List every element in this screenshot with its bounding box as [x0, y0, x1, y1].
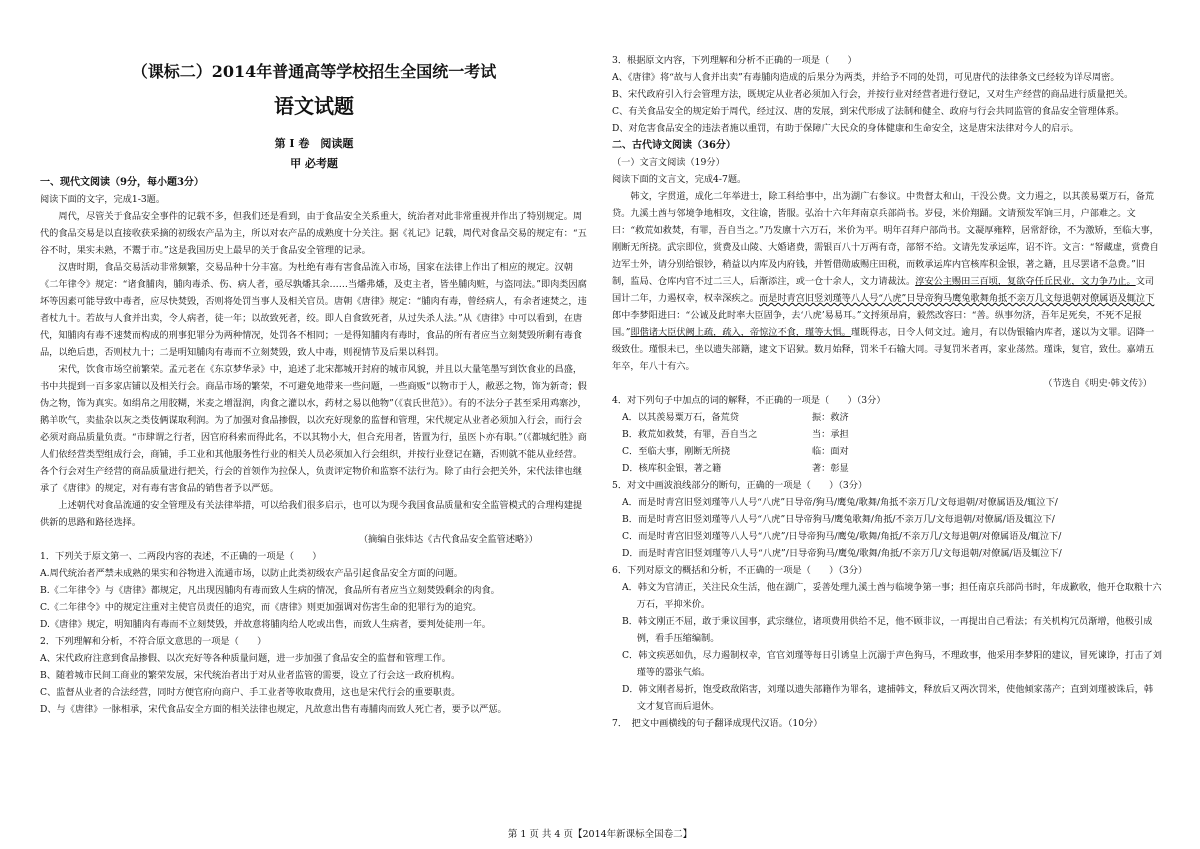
q1-option-c: C.《二年律令》中的规定注重对主使官员责任的追究，而《唐律》则更加强调对伤害生命的犯罪行为的追究。 [40, 602, 482, 613]
passage-source: （摘编自张炜达《古代食品安全监管述略》） [358, 534, 538, 545]
exam-title: （课标二）2014年普通高等学校招生全国统一考试 [131, 62, 497, 81]
q4-option-a: A．以其羡易粟万石，备荒贷 振：救济 [622, 412, 849, 423]
question-7: 7． 把文中画横线的句子翻译成现代汉语。（10分） [612, 718, 823, 729]
right-column [612, 52, 1162, 732]
q4-option-b: B．救荒如救焚，有罪，吾自当之 当：承担 [622, 429, 849, 440]
section-heading: 第 Ⅰ 卷 阅读题 [274, 137, 354, 150]
page-footer: 第 1 页 共 4 页【2014年新课标全国卷二】 [507, 829, 693, 840]
section-subheading: 甲 必考题 [290, 157, 338, 170]
q3-option-a: A、《唐律》将“故与人食并出卖”有毒脯肉造成的后果分为两类，并给予不同的处罚，可见唐代的法律条文已经较为详尽周密。 [612, 72, 1120, 83]
part1-intro: 阅读下面的文字，完成1-3题。 [40, 194, 166, 205]
q2-option-a: A、宋代政府注意到食品掺假、以次充好等各种质量问题，进一步加强了食品安全的监督和管理工作。 [40, 653, 451, 664]
passage-text: 文司国计二年，力遏权幸，权幸深疾之。 [612, 276, 1155, 304]
left-column [40, 52, 588, 718]
part1-heading: 一、现代文阅读（9分，每小题3分） [40, 177, 204, 188]
part2-subheading: （一）文言文阅读（19分） [612, 157, 725, 168]
passage-paragraph: 汉唐时期，食品交易活动非常频繁，交易品种十分丰富。为杜绝有毒有害食品流入市场，国家在法律上作出了相应的规定。汉朝《二年律令》规定：“诸食脯肉，脯肉毒杀、伤、病人者，亟尽孰燔其余……当燔弗燔，及吏主者，皆坐脯肉赃，与盗同法。”即肉类因腐坏等因素可能导致中毒者，应尽快焚毁，否则将处罚当事人及相关官员。唐朝《唐律》规定：“脯肉有毒，曾经病人，有余者速焚之，违者杖九十。若故与人食并出卖，令人病者，徒一年；以故致死者，绞。即人自食致死者，从过失杀人法。”从《唐律》中可以看到，在唐代，知脯肉有毒不速焚而构成的刑事犯罪分为两种情况，处罚各不相同；一是得知脯肉有毒时，食品的所有者应当立刻焚毁所剩有毒食品，以绝后患，否则杖九十；二是明知脯肉有毒而不立刻焚毁，致人中毒，则视情节及后果以科罚。 [40, 262, 587, 358]
q3-option-b: B、宋代政府引入行会管理方法，既规定从业者必须加入行会，并按行业对经营者进行登记，又对生产经营的商品进行质量把关。 [612, 89, 1134, 100]
q2-option-c: C、监督从业者的合法经营，同时方便官府向商户、手工业者等收取费用，这也是宋代行会的重要职责。 [40, 687, 461, 698]
underlined-sentence-2: 即偕诸大臣伏阙上疏，疏入，帝惊泣不食，瑾等大惧。 [630, 327, 851, 338]
q3-option-d: D、对危害食品安全的违法者施以重罚，有助于保障广大民众的身体健康和生命安全，这是唐宋法律对今人的启示。 [612, 123, 1079, 134]
question-4: 4．对下列句子中加点的词的解释，不正确的一项是（ ）（3分） [612, 395, 886, 406]
question-2: 2．下列理解和分析，不符合原文意思的一项是（ ） [40, 636, 267, 647]
q1-option-a: A.周代统治者严禁未成熟的果实和谷物进入流通市场，以防止此类初级农产品引起食品安全方面的问题。 [40, 568, 463, 579]
passage-paragraph: 周代，尽管关于食品安全事件的记载不多，但我们还是看到，由于食品安全关系重大，统治者对此非常重视并作出了特别规定。周代的食品交易是以直接收获采摘的初级农产品为主，所以对农产品的成熟度十分关注。据《礼记》记载，周代对食品交易的规定有：“五谷不时，果实未熟，不鬻于市。”这是我国历史上最早的关于食品安全管理的记录。 [40, 211, 587, 256]
exam-subtitle: 语文试题 [274, 94, 354, 118]
q6-option-b: B．韩文刚正不屈，敢于秉议国事，武宗继位，诸项费用供给不足，他不顾非议，一再提出自己看法；有关机构冗员渐增，他极引成例，看手压缩编制。 [622, 616, 1153, 644]
q2-option-d: D、与《唐律》一脉相承，宋代食品安全方面的相关法律也规定，凡故意出售有毒脯肉而致人死亡者，要予以严惩。 [40, 704, 507, 715]
q5-option-a: A．而是时青宫旧竖刘瑾等八人号“八虎”日导帝/狗马/鹰兔/歌舞/角抵不亲万几/文每退朝/对僚属语及/辄泣下/ [622, 497, 1058, 508]
q1-option-d: D.《唐律》规定，明知脯肉有毒而不立刻焚毁，并故意将脯肉给人吃或出售，而致人生病者，要判处徒刑一年。 [40, 619, 491, 630]
wavy-underlined-sentence: 而是时青宫旧竖刘瑾等八人号“八虎”日导帝狗马鹰兔歌舞角抵不亲万几文每退朝对僚属语及辄泣下 [759, 293, 1155, 304]
q6-option-a: A．韩文为官清正，关注民众生活，他在湖广，妥善处理九溪土酋与临境争第一事；担任南京兵部尚书时，年成歉收，他开仓取粮十六万石，平抑米价。 [622, 582, 1162, 610]
passage-paragraph: 上述朝代对食品流通的安全管理及有关法律举措，可以给我们很多启示，也可以为现今我国食品质量和安全监管模式的合理构建提供新的思路和路径选择。 [40, 500, 583, 528]
q6-option-d: D．韩文刚者易折，饱受政敌陷害，刘瑾以遗失部籍作为罪名，逮捕韩文，释放后又两次罚米，使他倾家荡产；直到刘瑾被诛后，韩文才复官而后退休。 [622, 684, 1154, 712]
part2-heading: 二、古代诗文阅读（36分） [612, 140, 736, 151]
q1-option-b: B.《二年律令》与《唐律》都规定，凡出现因脯肉有毒而致人生病的情况，食品所有者应当立刻焚毁剩余的肉食。 [40, 585, 500, 596]
q4-option-c: C．至临大事，刚断无所挠 临：面对 [622, 446, 849, 457]
q5-option-d: D．而是时青宫旧竖刘瑾等八人号“八虎”/日导帝狗马/鹰兔/歌舞/角抵/不亲万几/文每退朝/对僚属/语及辄泣下/ [622, 548, 1062, 559]
question-1: 1．下列关于原文第一、二两段内容的表述，不正确的一项是（ ） [40, 551, 322, 562]
question-3: 3．根据原文内容，下列理解和分析不正确的一项是（ ） [612, 55, 857, 66]
part2-intro: 阅读下面的文言文，完成4-7题。 [612, 174, 747, 185]
q4-option-d: D．核库积金银，著之籍 著：彰显 [622, 463, 849, 474]
q5-option-c: C．而是时青宫旧竖刘瑾等八人号“八虎”/日导帝狗马/鹰兔/歌舞/角抵/不亲万几/文每退朝/对僚属语及/辄泣下/ [622, 531, 1062, 542]
underlined-sentence-1: 淳安公主赐田三百顷，复欲夺任丘民业，文力争乃止。 [915, 276, 1136, 287]
question-5: 5．对文中画波浪线部分的断句，正确的一项是（ ）（3分） [612, 480, 868, 491]
q6-option-c: C．韩文疾恶如仇，尽力遏制权幸，官官刘瑾等每日引诱皇上沉溺于声色狗马，不理政事，他采用李梦阳的建议，冒死谏诤，打击了刘瑾等的嚣张气焰。 [622, 650, 1162, 678]
passage-paragraph: 宋代，饮食市场空前繁荣。孟元老在《东京梦华录》中，追述了北宋都城开封府的城市风貌，并且以大量笔墨写到饮食业的昌盛，书中共提到一百多家店铺以及相关行会。商品市场的繁荣，不可避免地带来一些问题，一些商贩“以物市于人，敝恶之物，饰为新奇；假伪之物，饰为真实。如绢帛之用胶糊，米麦之增湿润，肉食之灌以水，药材之易以他物”（《袁氏世范》）。有的不法分子甚至采用鸡寨沙，鹅羊吹气，卖盐杂以灰之类伎俩谋取利润。为了加强对食品掺假，以次充好现象的监督和管理，宋代规定从业者必须加入行会，而行会必须对商品质量负责。“市肆谓之行者，因官府科索而得此名，不以其物小大，但合充用者，皆置为行，虽医卜亦有职。”（《都城纪胜》商人们依经营类型组成行会，商铺，手工业和其他服务性行业的相关人员必须加入行会组织，并按行业登记在籍，否则就不能从业经营。各个行会对生产经营的商品质量进行把关，行会的首领作为拉保人，负责评定物价和监察不法行为。除了由行会把关外，宋代法律也继承了《唐律》的规定，对有毒有害食品的销售者予以严惩。 [40, 364, 587, 494]
passage-text: 郎中李梦阳进曰：“公诚及此时率大臣固争，去‘八虎’易易耳。”文捋须昂肩，毅然改容曰：“善。纵事勿济，吾年足死矣，不死不足报国。” [612, 310, 1142, 338]
classical-passage [612, 188, 1162, 375]
q5-option-b: B．而是时青宫旧竖刘瑾等八人号“八虎”日导帝狗马/鹰兔歌舞/角抵/不亲万几/文每退朝/对僚属/语及辄泣下/ [622, 514, 1055, 525]
q3-option-c: C、有关食品安全的规定始于周代，经过汉、唐的发展，到宋代形成了法制和健全、政府与行会共同监管的食品安全管理体系。 [612, 106, 1125, 117]
question-6: 6．下列对原文的概括和分析，不正确的一项是（ ）（3分） [612, 565, 868, 576]
passage-source: （节选自《明史·韩文传》） [1043, 378, 1152, 389]
passage-text: 瑾既得志，日令人伺文过。逾月，有以伪银输内库者，遂以为文罪。诏降一级致仕。瑾恨未已，坐以遗失部籍，逮文下诏狱。数月始释，罚米千石输大同。寻复罚米者再，家业荡然。瑾诛，复官，致仕。嘉靖五年卒，年八十有六。 [612, 327, 1155, 372]
passage-text: 韩文，字贯道，成化二年举进士，除工科给事中，出为湖广右参议。中贵督太和山，干没公费。文力遏之，以其羡易粟万石，备荒贷。九溪土酋与邻境争地相攻，文往谕，皆服。弘治十六年拜南京兵部尚书。岁侵，米价翔踊。文请预发军饷三月，户部难之。文曰：“救荒如救焚，有罪，吾自当之。”乃发廪十六万石，米价为平。明年召拜户部尚书。文凝厚雍粹，居常舒徐，不为激矫，至临大事，刚断无所挠。武宗即位，赏费及山陵、大婚诸费，需银百八十万两有奇，部帑不给。文请先发承运库，诏不许。文言：“帑藏虚，赏费自边军士外，请分别给银钞，稍益以内库及内府钱，并暂借勋戚赐庄田税，而敕承运库内官核库积金银，著之籍，且尽罢诸不急费。”旧制，监局、仓库内官不过二三人，后渐添注，或一仓十余人，文力请裁汰。 [612, 191, 1159, 287]
q2-option-b: B、随着城市民间工商业的繁荣发展，宋代统治者出于对从业者监管的需要，设立了行会这一政府机构。 [40, 670, 461, 681]
